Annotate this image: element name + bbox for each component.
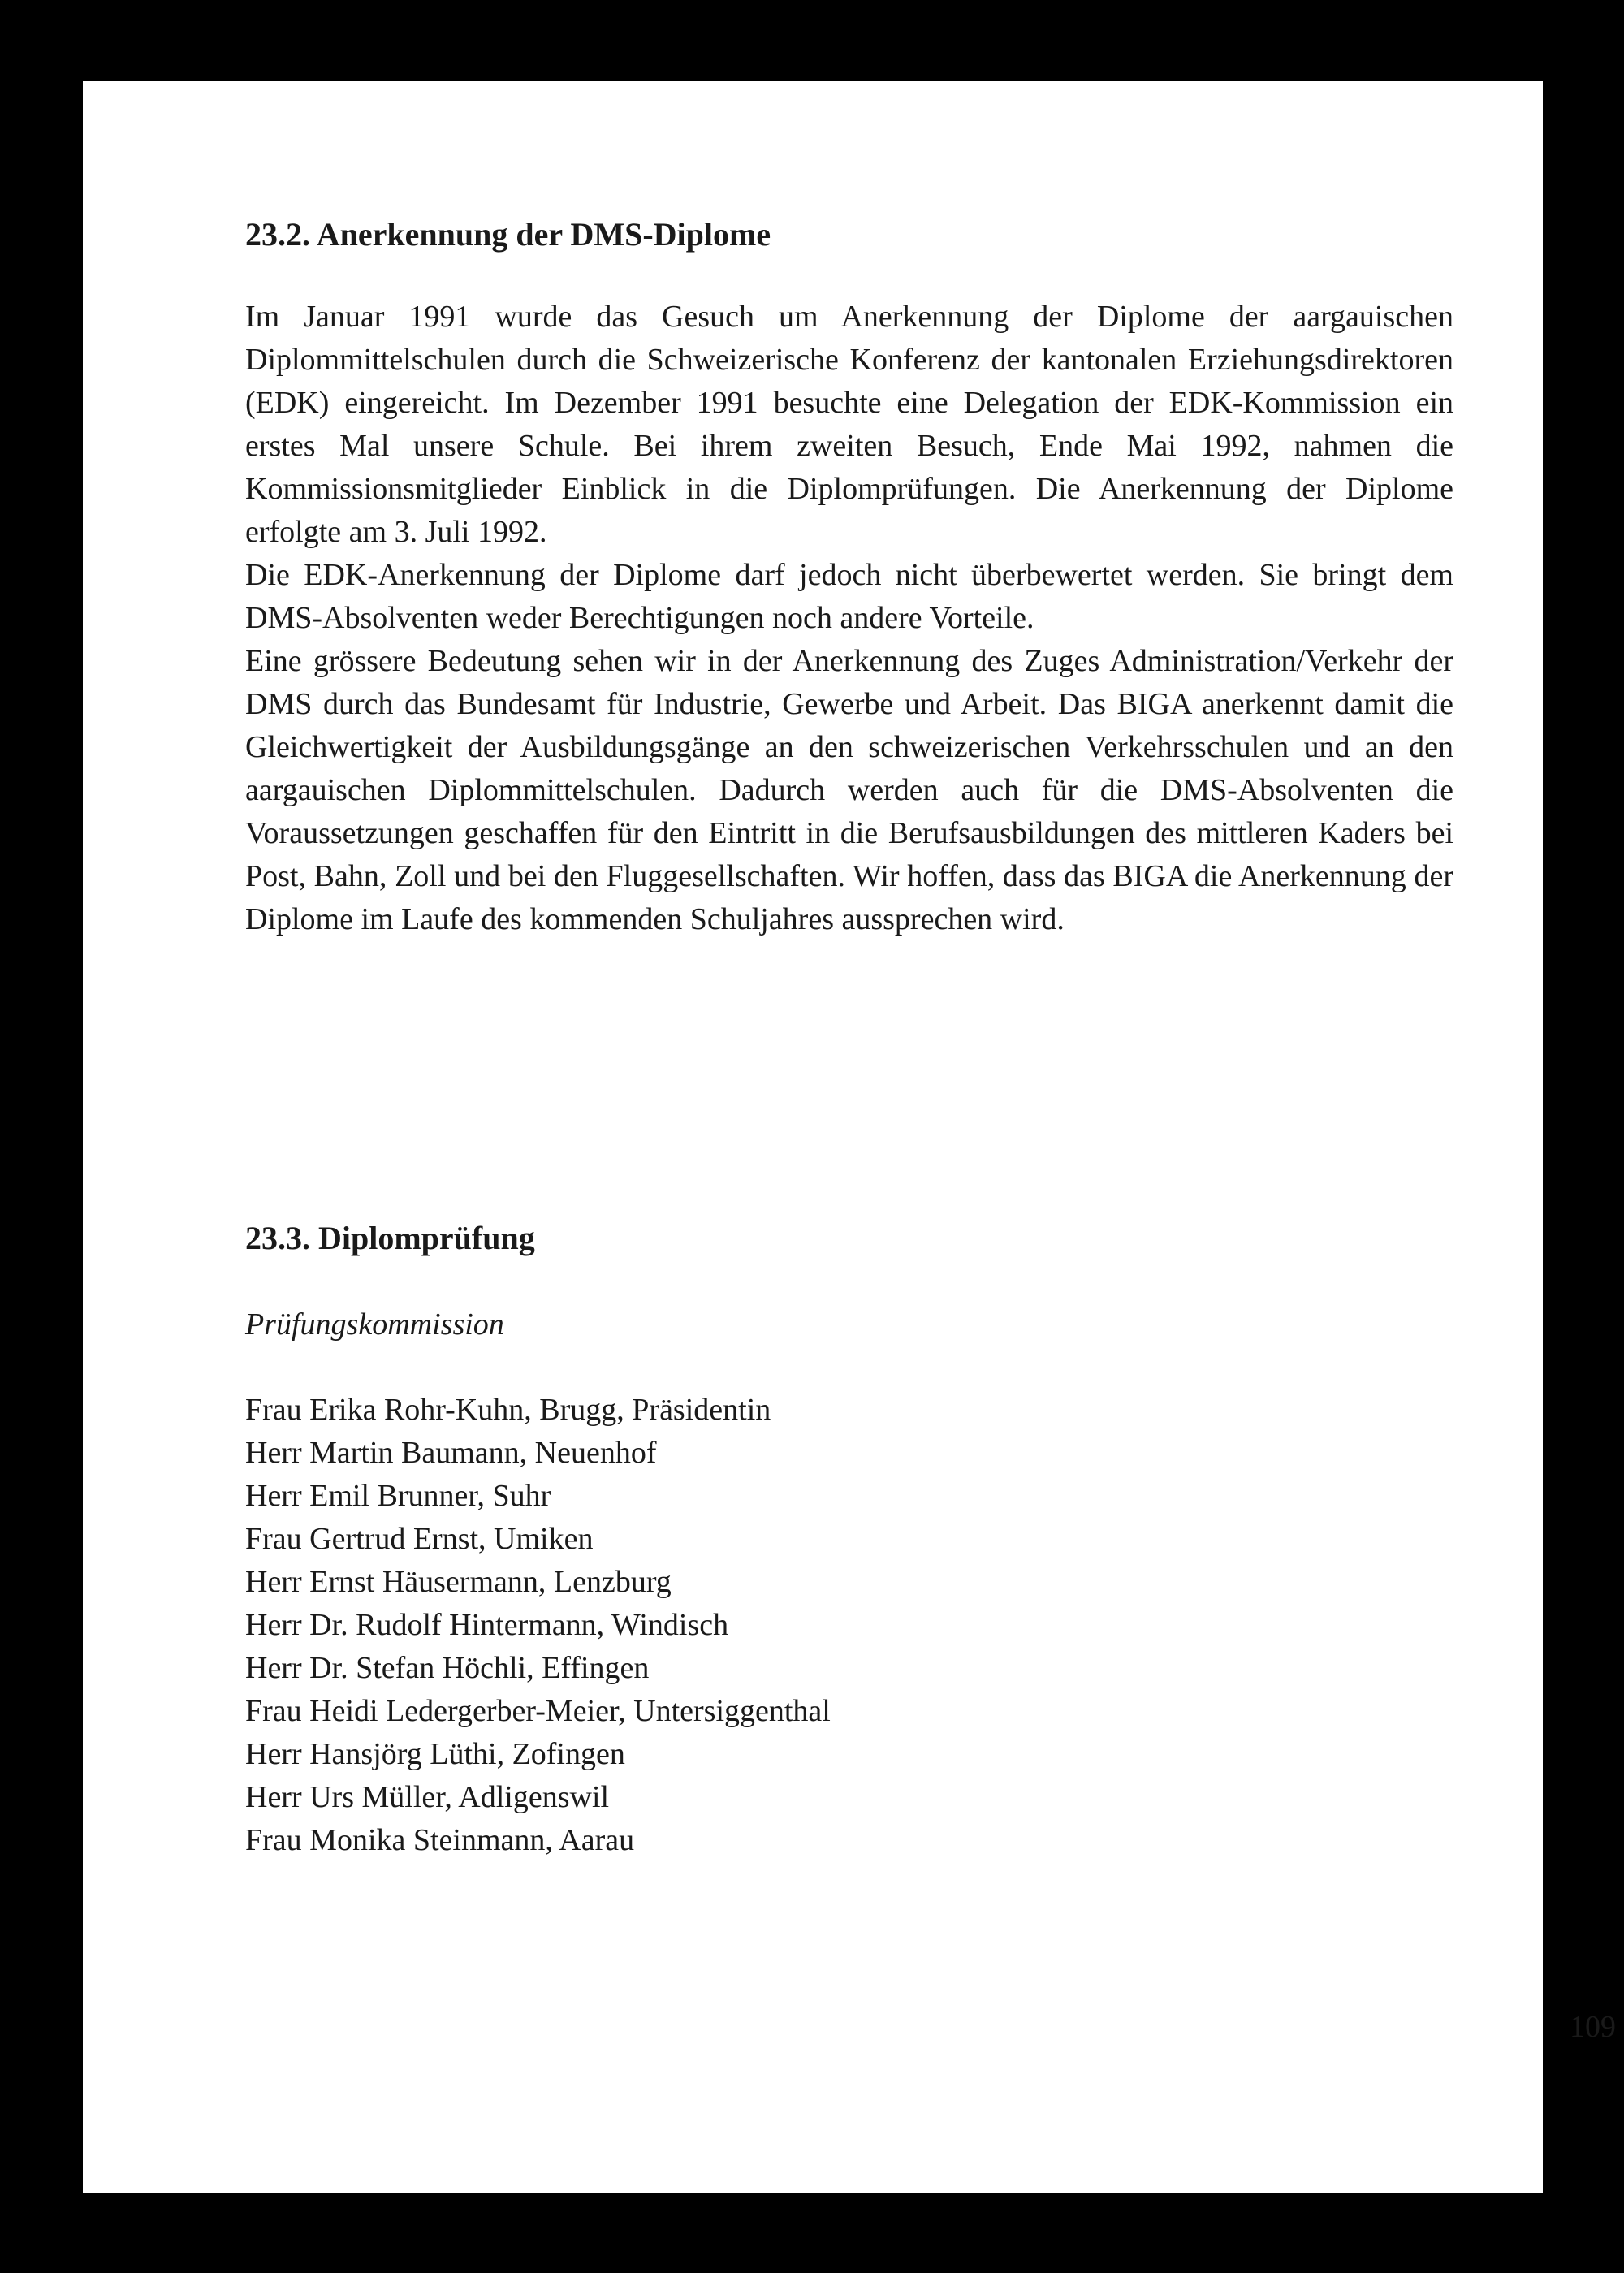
list-item: Herr Ernst Häusermann, Lenzburg [245, 1565, 672, 1599]
list-item: Frau Monika Steinmann, Aarau [245, 1823, 635, 1857]
paragraph: Im Januar 1991 wurde das Gesuch um Anerkennung der Diplome der aargauischen Diplommittelschulen durch die Schweizerische Konferenz der kantonalen Erziehungsdirektoren (EDK) eingereicht. Im Dezember 1991 besuchte eine Delegation der EDK-Kommission ein erstes Mal unsere Schule. Bei ihrem zweiten Besuch, Ende Mai 1992, nahmen die Kommissionsmitglieder Einblick in die Diplomprüfungen. Die Anerkennung der Diplome erfolgte am 3. Juli 1992. [245, 300, 1453, 549]
list-item: Herr Dr. Rudolf Hintermann, Windisch [245, 1608, 729, 1642]
document-page [83, 81, 1616, 2193]
paragraph: Eine grössere Bedeutung sehen wir in der Anerkennung des Zuges Administration/Verkehr der DMS durch das Bundesamt für Industrie, Gewerbe und Arbeit. Das BIGA anerkennt damit die Gleichwertigkeit der Ausbildungsgänge an den schweizerischen Verkehrsschulen und an den aargauischen Diplommittelschulen. Dadurch werden auch für die DMS-Absolventen die Voraussetzungen geschaffen für den Eintritt in die Berufsausbildungen des mittleren Kaders bei Post, Bahn, Zoll und bei den Fluggesellschaften. Wir hoffen, dass das BIGA die Anerkennung der Diplome im Laufe des kommenden Schuljahres aussprechen wird. [245, 644, 1453, 936]
commission-member-list [245, 1389, 831, 1862]
list-item: Herr Urs Müller, Adligenswil [245, 1780, 610, 1814]
list-item: Frau Gertrud Ernst, Umiken [245, 1522, 594, 1556]
section-heading-diplompruefung: 23.3. Diplomprüfung [245, 1220, 535, 1256]
paragraph: Die EDK-Anerkennung der Diplome darf jedoch nicht überbewertet werden. Sie bringt dem DMS-Absolventen weder Berechtigungen noch andere Vorteile. [245, 558, 1453, 635]
list-item: Herr Dr. Stefan Höchli, Effingen [245, 1651, 650, 1685]
list-item: Herr Emil Brunner, Suhr [245, 1479, 551, 1513]
section-heading-anerkennung: 23.2. Anerkennung der DMS-Diplome [245, 216, 771, 253]
list-item: Herr Hansjörg Lüthi, Zofingen [245, 1737, 625, 1771]
list-item: Frau Erika Rohr-Kuhn, Brugg, Präsidentin [245, 1393, 771, 1427]
list-item: Frau Heidi Ledergerber-Meier, Untersiggenthal [245, 1694, 831, 1728]
section-body-anerkennung [245, 296, 1453, 941]
list-item: Herr Martin Baumann, Neuenhof [245, 1436, 657, 1470]
page-number: 109 [1570, 2010, 1616, 2044]
subheading-pruefungskommission: Prüfungskommission [245, 1307, 504, 1342]
